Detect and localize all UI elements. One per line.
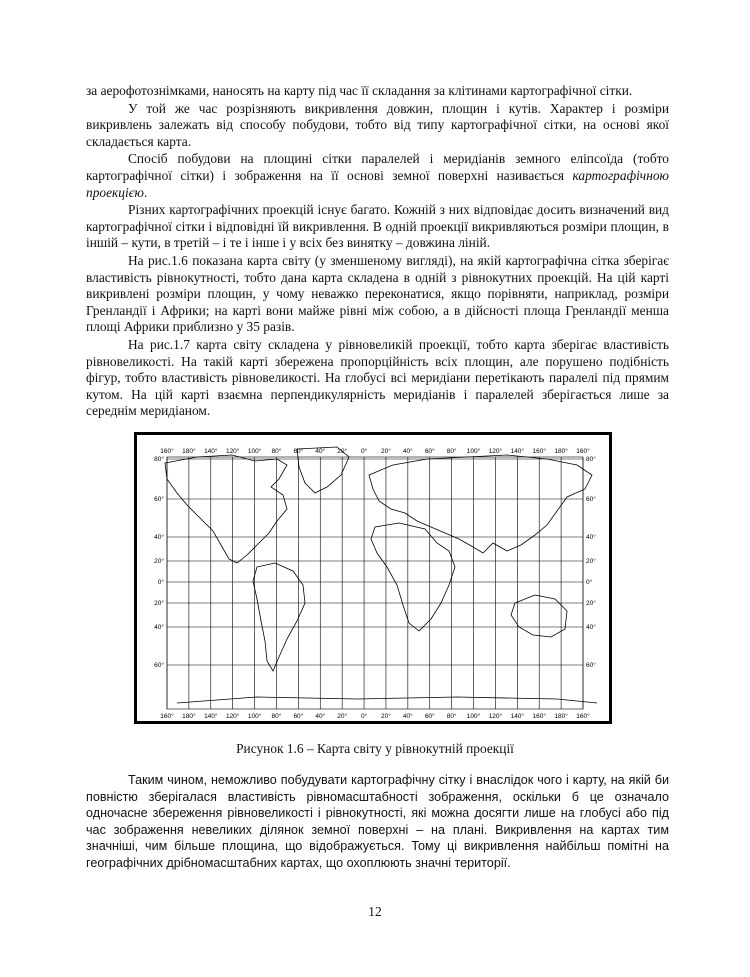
longitude-label-bottom: 60°	[293, 713, 304, 720]
graticule	[167, 457, 583, 709]
latitude-label-left: 40°	[154, 624, 164, 631]
south-america-outline	[253, 563, 305, 671]
term-end: .	[144, 184, 148, 200]
longitude-label-top: 100°	[247, 448, 262, 455]
latitude-label-left: 60°	[154, 496, 164, 503]
longitude-label-top: 20°	[337, 448, 348, 455]
longitude-label-top: 40°	[315, 448, 326, 455]
north-america-outline	[165, 455, 287, 563]
longitude-label-bottom: 160°	[576, 713, 590, 720]
paragraph: Різних картографічних проекцій існує багато. Кожній з них відповідає досить визначений вид картографічної сітки і відповідні їй викривлення. В одній проекції викривляються розміри площин, в іншій – кути, в третій – і те і інше і у всіх без винятку – довжина ліній.	[86, 202, 669, 251]
longitude-label-top: 180°	[182, 448, 196, 455]
latitude-label-left: 80°	[154, 456, 164, 463]
latitude-label-right: 40°	[586, 534, 596, 541]
continent-outlines	[165, 447, 597, 703]
term-cartographic-projection: картографічною проекцією	[86, 167, 669, 200]
longitude-label-bottom: 0°	[360, 713, 368, 720]
longitude-label-top: 20°	[381, 448, 391, 455]
longitude-label-top: 160°	[532, 448, 546, 455]
paragraph: На рис.1.6 показана карта світу (у зменшеному вигляді), на якій картографічна сітка зберігає властивість рівнокутності, тобто дана карта складена в одній з рівнокутних проекцій. На цій карті викривлені розміри площин, у чому неважко переконатися, якщо порівняти, наприклад, розміри Гренландії і Африки; на карті вони майже рівні між собою, а в дійсності площа Гренландії менша площі Африки приблизно у 35 разів.	[86, 252, 669, 335]
antarctica-outline	[177, 697, 597, 703]
world-map-figure	[134, 432, 612, 724]
longitude-label-top: 80°	[446, 448, 457, 455]
paragraph: Таким чином, неможливо побудувати картографічну сітку і внаслідок чого і карту, на якій би повністю зберігалася властивість рівномасштабності зображення, оскільки б це означало одночасне збереження рівновеликості і рівнокутності, які можна досягти лише на глобусі або під час зображення невеликих ділянок земної поверхні – на плані. Викривлення на картах тим значніші, чим більше площина, що відображується. Тому ці викривлення найбільш помітні на географічних дрібномасштабних картах, що охоплюють значні території.	[86, 773, 669, 870]
longitude-label-bottom: 160°	[160, 713, 174, 720]
paragraph: У той же час розрізняють викривлення довжин, площин і кутів. Характер і розміри викривлень залежать від способу побудови, тобто від типу картографічної сітки, на основі якої складається карта.	[86, 100, 669, 149]
body-text-bottom	[86, 772, 669, 873]
latitude-label-right: 20°	[586, 558, 596, 565]
longitude-label-bottom: 140°	[204, 713, 218, 720]
map-frame	[167, 457, 583, 709]
longitude-label-top: 160°	[160, 448, 174, 455]
page-number: 12	[368, 904, 382, 919]
longitude-label-bottom: 140°	[510, 713, 525, 720]
longitude-label-top: 80°	[271, 448, 282, 455]
figure-caption: Рисунок 1.6 – Карта світу у рівнокутній проекції	[236, 741, 514, 756]
longitude-label-bottom: 20°	[337, 713, 348, 720]
longitude-label-top: 60°	[293, 448, 304, 455]
latitude-label-right: 60°	[586, 496, 596, 503]
longitude-label-bottom: 40°	[315, 713, 326, 720]
longitude-label-bottom: 80°	[271, 713, 282, 720]
latitude-label-right: 0°	[586, 579, 593, 586]
latitude-label-left: 0°	[157, 579, 164, 586]
body-text-top	[86, 83, 669, 421]
longitude-label-bottom: 60°	[424, 713, 435, 720]
latitude-label-left: 20°	[154, 600, 164, 607]
longitude-label-bottom: 180°	[182, 713, 196, 720]
longitude-label-bottom: 120°	[488, 713, 503, 720]
paragraph-projection-definition	[86, 151, 669, 201]
africa-outline	[371, 523, 455, 631]
latitude-label-left: 40°	[154, 534, 164, 541]
world-map-grid	[137, 435, 609, 721]
latitude-label-right: 60°	[586, 662, 596, 669]
longitude-label-top: 40°	[402, 448, 413, 455]
longitude-label-top: 60°	[424, 448, 435, 455]
latitude-label-left: 20°	[154, 558, 164, 565]
grid-labels	[154, 447, 596, 720]
europe-asia-outline	[369, 455, 592, 553]
longitude-label-top: 120°	[488, 448, 503, 455]
paragraph: На рис.1.7 карта світу складена у рівновеликій проекції, тобто карта зберігає властивість рівновеликості. На такій карті збережена пропорційність всіх площин, але порушено подібність фігур, тобто властивість рівновеликості. На глобусі всі меридіани перетікають паралелі під прямим кутом. На цій карті взаємна перпендикулярність меридіанів і паралелей зберігається лише за середнім меридіаном.	[86, 336, 669, 419]
latitude-label-right: 40°	[586, 624, 596, 631]
longitude-label-bottom: 20°	[381, 713, 391, 720]
paragraph-text: Спосіб побудови на площині сітки паралелей і меридіанів земного еліпсоїда (тобто картографічної сітки) і зображення на її основі земної поверхні називається	[86, 151, 669, 183]
longitude-label-top: 180°	[554, 448, 568, 455]
longitude-label-top: 100°	[466, 448, 481, 455]
longitude-label-bottom: 120°	[225, 713, 240, 720]
longitude-label-top: 0°	[360, 448, 368, 455]
longitude-label-top: 140°	[510, 448, 525, 455]
longitude-label-bottom: 80°	[446, 713, 457, 720]
longitude-label-bottom: 40°	[402, 713, 413, 720]
paragraph: за аерофотознімками, наносять на карту під час її складання за клітинами картографічної сітки.	[86, 83, 633, 98]
latitude-label-right: 20°	[586, 600, 596, 607]
longitude-label-top: 140°	[204, 448, 218, 455]
longitude-label-top: 120°	[225, 448, 240, 455]
longitude-label-bottom: 160°	[532, 713, 546, 720]
latitude-label-left: 60°	[154, 662, 164, 669]
longitude-label-bottom: 100°	[247, 713, 262, 720]
latitude-label-right: 80°	[586, 456, 596, 463]
longitude-label-bottom: 100°	[466, 713, 481, 720]
longitude-label-top: 160°	[576, 448, 590, 455]
longitude-label-bottom: 180°	[554, 713, 568, 720]
